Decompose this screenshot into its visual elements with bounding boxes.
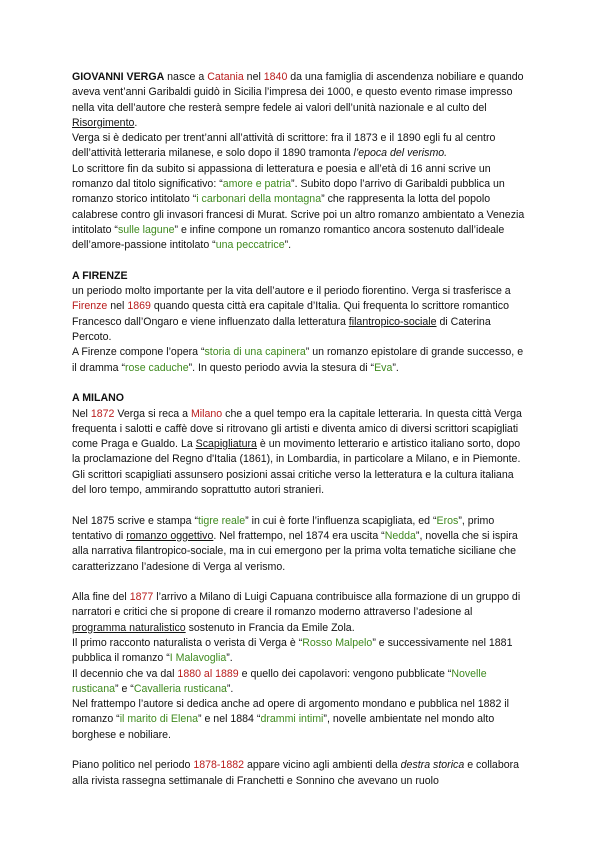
text-run: .	[134, 116, 138, 129]
text-run: Piano politico nel periodo	[72, 759, 194, 772]
text-run: i carbonari della montagna	[196, 193, 322, 206]
text-run: ”. In questo periodo avvia la stesura di “	[188, 361, 375, 374]
text-run: quando questa città era capitale d’Italia. Qui frequenta lo scrittore romantico Francesco dall’Ongaro e viene influenzato dalla letteratura	[72, 300, 509, 328]
text-run: che a quel tempo era la capitale letteraria. In questa città Verga frequenta i salotti e caffè dove si ritrovano gli artisti e diventa amico di diversi scrittori scapigliati come Praga e Gualdo. La	[72, 407, 522, 451]
paragraph	[72, 697, 528, 743]
text-run: appare vicino agli ambienti della	[244, 759, 401, 772]
paragraph-gap	[72, 254, 528, 269]
text-run: Nel	[72, 407, 91, 420]
text-run: Verga si reca a	[114, 407, 191, 420]
text-run: Nel frattempo l’autore si dedica anche ad opere di argomento mondano e pubblica nel 1882 il romanzo “	[72, 698, 509, 726]
paragraph-gap	[72, 498, 528, 513]
text-run: ”, novella che si ispira alla narrativa filantropico-sociale, ma in cui emergono per la prima volta tematiche siciliane che caratterizzano l’adesione di Verga al verismo.	[72, 529, 518, 573]
paragraph-gap	[72, 575, 528, 590]
paragraph	[72, 667, 528, 698]
text-run: un periodo molto importante per la vita dell’autore e il periodo fiorentino. Verga si trasferisce a	[72, 285, 511, 298]
text-run: 1878-1882	[193, 759, 244, 772]
text-run: ”, primo tentativo di	[72, 514, 495, 542]
text-run: una peccatrice	[215, 239, 285, 252]
text-run: tigre reale	[198, 514, 246, 527]
paragraph	[72, 407, 528, 499]
text-run: Nel 1875 scrive e stampa “	[72, 514, 199, 527]
text-run: ”.	[226, 682, 234, 695]
text-run: ” e successivamente nel 1881 pubblica il romanzo “	[72, 636, 513, 665]
text-run: Risorgimento	[72, 116, 135, 129]
text-run: filantropico-sociale	[348, 315, 437, 328]
text-run: Il decennio che va dal	[72, 667, 178, 680]
text-run: ” e infine compone un romanzo romantico ancora sostenuto dall’ideale dell’amore-passione intitolato “	[72, 223, 505, 252]
text-run: ”.	[226, 652, 233, 665]
text-run: 1877	[129, 591, 154, 604]
text-run: Il primo racconto naturalista o verista di Verga è “	[72, 636, 303, 649]
paragraph-gap	[72, 376, 528, 391]
text-run: ”.	[392, 361, 399, 374]
text-run: Milano	[190, 407, 223, 420]
text-run: Alla fine del	[72, 591, 130, 604]
text-run: nel	[107, 300, 128, 313]
text-run: Firenze	[72, 300, 108, 313]
paragraph	[72, 162, 528, 254]
paragraph	[72, 70, 528, 131]
text-run: 1869	[127, 300, 151, 313]
text-run: A FIRENZE	[72, 269, 128, 282]
paragraph	[72, 514, 528, 575]
text-run: destra storica	[400, 759, 465, 772]
text-run: ” che rappresenta la lotta del popolo calabrese contro gli invasori francesi di Murat. Scrive poi un altro romanzo ambientato a Venezia intitolato “	[72, 193, 525, 236]
text-run: 1872	[90, 407, 115, 420]
text-run: l’epoca del verismo.	[353, 147, 448, 160]
text-run: l’arrivo a Milano di Luigi Capuana contribuisce alla formazione di un gruppo di narratori e critici che si propone di creare il romanzo moderno attraverso l’adesione al	[72, 591, 521, 619]
text-run: 1880 al 1889	[177, 667, 239, 680]
text-run: programma naturalistico	[72, 621, 186, 634]
text-run: e collabora alla rivista rassegna settimanale di Franchetti e Sonnino che avevano un ruolo	[72, 759, 520, 787]
text-run: storia di una capinera	[204, 346, 306, 359]
text-run: Catania	[207, 71, 244, 83]
text-run: sostenuto in Francia da Emile Zola.	[185, 621, 355, 634]
text-run: . Nel frattempo, nel 1874 era uscita “	[213, 529, 385, 542]
text-run: ” e nel 1884 “	[198, 713, 261, 726]
text-run: Eros	[436, 514, 459, 527]
text-run: ” in cui è forte l’influenza scapigliata, ed “	[245, 514, 437, 527]
text-run: A Firenze compone l’opera “	[72, 346, 205, 359]
text-run: drammi intimi	[260, 713, 324, 726]
text-run: ” e “	[115, 682, 134, 695]
text-run: I Malavoglia	[169, 652, 227, 665]
text-run: di Caterina Percoto.	[72, 315, 491, 344]
text-run: e quello dei capolavori: vengono pubblicate “	[238, 667, 452, 680]
text-run: Verga si è dedicato per trent’anni all’attività di scrittore: fra il 1873 e il 1890 egli fu al centro dell’attività letteraria milanese, e solo dopo il 1890 tramonta	[72, 132, 496, 160]
paragraph	[72, 636, 528, 667]
text-run: da una famiglia di ascendenza nobiliare e quando aveva vent’anni Garibaldi guidò in Sicilia l’impresa dei 1000, e questo evento rimase impresso nella vita dell’autore che resterà sempre fedele ai valori dell’unità nazionale e al culto del	[72, 71, 524, 114]
paragraph	[72, 284, 528, 345]
section-heading	[72, 391, 528, 406]
text-run: Rosso Malpelo	[302, 636, 373, 649]
text-run: Eva	[374, 361, 393, 374]
text-run: Scapigliatura	[195, 438, 257, 451]
text-run: romanzo oggettivo	[126, 529, 214, 542]
text-run: A MILANO	[72, 392, 124, 405]
text-run: rose caduche	[124, 361, 189, 374]
text-run: ”, novelle ambientate nel mondo alto borghese e nobiliare.	[72, 713, 495, 741]
text-run: nasce a	[164, 71, 208, 83]
text-run: il marito di Elena	[119, 713, 198, 726]
text-run: Cavalleria rusticana	[133, 682, 227, 695]
text-run: Novelle rusticana	[72, 667, 487, 695]
text-run: amore e patria	[222, 178, 292, 191]
paragraph	[72, 345, 528, 376]
text-run: nel	[243, 71, 264, 83]
paragraph	[72, 590, 528, 636]
text-run: 1840	[263, 71, 288, 83]
text-run: ” un romanzo epistolare di grande successo, e il dramma “	[72, 346, 524, 374]
paragraph-gap	[72, 743, 528, 758]
section-heading	[72, 269, 528, 284]
text-run: Nedda	[384, 529, 416, 542]
text-run: Lo scrittore fin da subito si appassiona di letteratura e poesia e all’età di 16 anni scrive un romanzo dal titolo significativo: “	[72, 162, 491, 191]
text-run: ”.	[284, 239, 292, 252]
text-run: GIOVANNI VERGA	[72, 71, 165, 83]
paragraph	[72, 131, 528, 162]
paragraph	[72, 758, 528, 789]
text-run: ”. Subito dopo l’arrivo di Garibaldi pubblica un romanzo storico intitolato “	[72, 178, 505, 206]
text-run: è un movimento letterario e artistico italiano sorto, dopo la proclamazione del Regno d'Italia (1861), in Lombardia, in particolare a Milano, e in Piemonte. Gli scrittori scapigliati assunsero posizioni assai critiche verso la letteratura e la cultura italiana del loro tempo, ammirando soprattutto autori stranieri.	[72, 438, 521, 497]
text-run: sulle lagune	[117, 223, 175, 236]
